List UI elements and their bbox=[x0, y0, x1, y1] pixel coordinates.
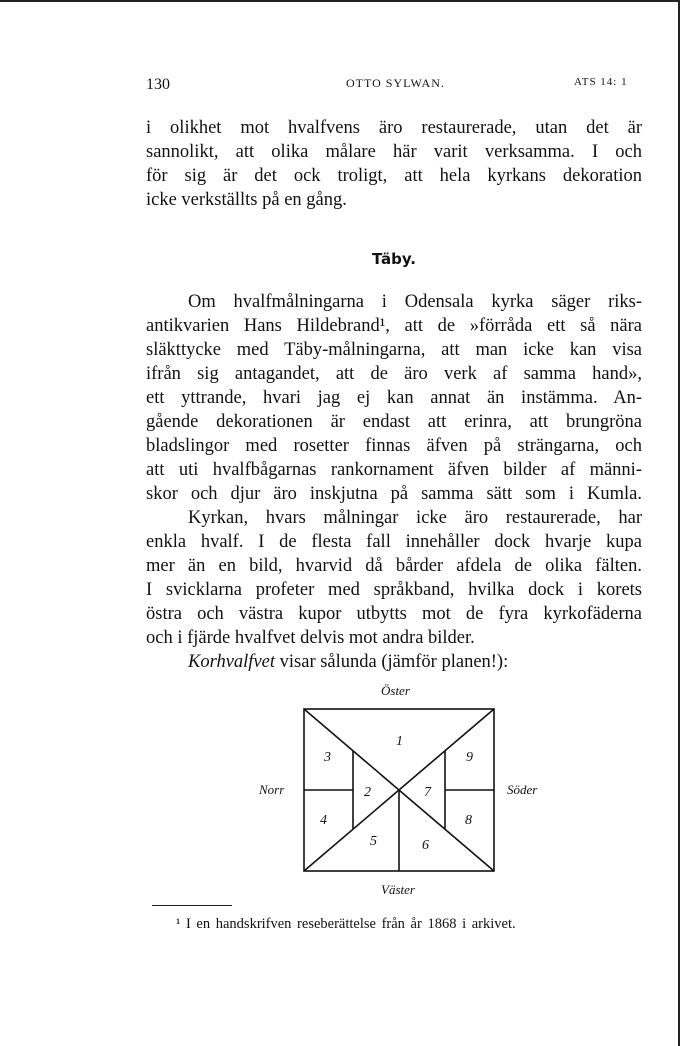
section-title: Täby. bbox=[372, 250, 416, 268]
text-line: Om hvalfmålningarna i Odensala kyrka säger riks- bbox=[188, 292, 642, 312]
field-number: 4 bbox=[320, 813, 327, 828]
diagram-label-east: Öster bbox=[381, 683, 410, 698]
text-line: östra och västra kupor utbytts mot de fyra kyrkofäderna bbox=[146, 604, 642, 624]
text-line: och i fjärde hvalfvet delvis mot andra bilder. bbox=[146, 628, 475, 648]
text-line: antikvarien Hans Hildebrand¹, att de »förråda ett så nära bbox=[146, 316, 642, 336]
field-number: 7 bbox=[424, 785, 431, 800]
text-line: släkttycke med Täby-målningarna, att man icke kan visa bbox=[146, 340, 642, 360]
text-line: gående dekorationen är endast att erinra, att brungröna bbox=[146, 412, 642, 432]
italic-term: Korhvalfvet bbox=[188, 652, 276, 672]
diagram-label-south: Söder bbox=[507, 782, 538, 797]
text-line: sannolikt, att olika målare här varit verksamma. I och bbox=[146, 142, 642, 162]
text-line: enkla hvalf. I de flesta fall innehåller dock hvarje kupa bbox=[146, 532, 642, 552]
text-span: visar sålunda (jämför planen!): bbox=[275, 652, 509, 672]
field-number: 2 bbox=[364, 785, 371, 800]
text-line: ett yttrande, hvari jag ej kan annat än instämma. An- bbox=[146, 388, 642, 408]
field-number: 9 bbox=[466, 750, 473, 765]
field-number: 6 bbox=[422, 838, 429, 853]
footnote: ¹ I en handskrifven reseberättelse från år 1868 i arkivet. bbox=[176, 916, 516, 932]
text-line: skor och djur äro inskjutna på samma sätt som i Kumla. bbox=[146, 484, 642, 504]
text-line: ifrån sig antagandet, att de äro verk af samma hand», bbox=[146, 364, 642, 384]
text-line: I svicklarna profeter med språkband, hvilka dock i korets bbox=[146, 580, 642, 600]
running-head-author: OTTO SYLWAN. bbox=[346, 76, 445, 90]
running-head-ref: ATS 14: 1 bbox=[574, 76, 628, 88]
diagram-label-north: Norr bbox=[259, 782, 285, 797]
field-number: 8 bbox=[465, 813, 472, 828]
text-line: bladslingor med rosetter finnas äfven på strängarna, och bbox=[146, 436, 642, 456]
diagram-label-west: Väster bbox=[381, 882, 415, 897]
text-line: att uti hvalfbågarnas rankornament äfven bilder af männi- bbox=[146, 460, 642, 480]
field-number: 1 bbox=[396, 734, 403, 749]
text-line: mer än en bild, hvarvid då bårder afdela de olika fälten. bbox=[146, 556, 642, 576]
field-number: 5 bbox=[370, 834, 377, 849]
text-line: Kyrkan, hvars målningar icke äro restaurerade, har bbox=[188, 508, 642, 528]
field-number: 3 bbox=[324, 750, 331, 765]
footnote-rule bbox=[152, 905, 232, 906]
text-line: icke verkställts på en gång. bbox=[146, 190, 347, 210]
page-number: 130 bbox=[146, 76, 170, 93]
text-line: för sig är det ock troligt, att hela kyrkans dekoration bbox=[146, 166, 642, 186]
text-line: i olikhet mot hvalfvens äro restaurerade, utan det är bbox=[146, 118, 642, 138]
